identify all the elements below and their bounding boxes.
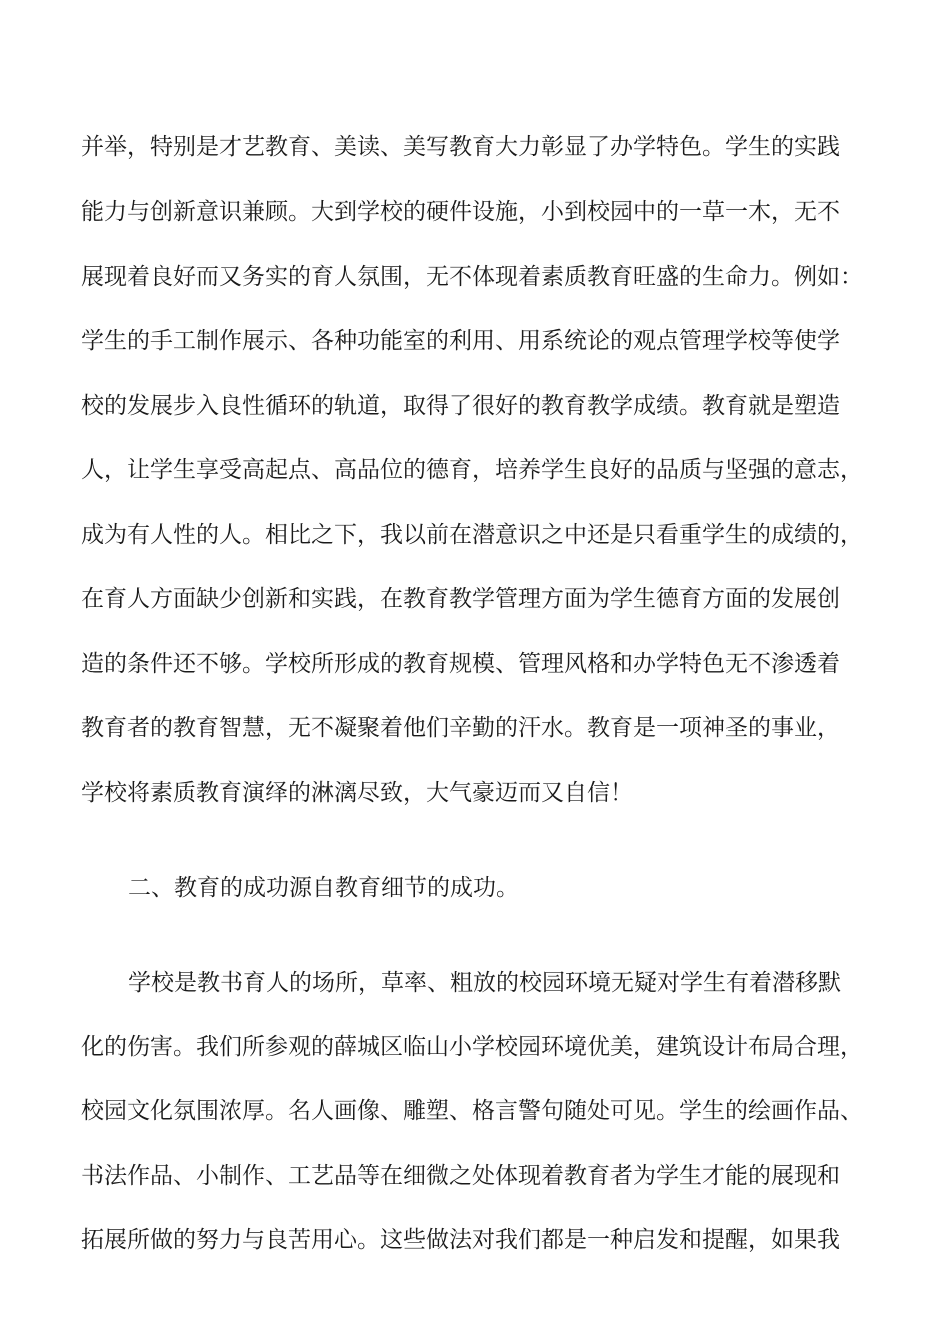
paragraph-1-line-11: 学校将素质教育演绎的淋漓尽致，大气豪迈而又自信！ — [81, 780, 633, 806]
section-heading: 二、教育的成功源自教育细节的成功。 — [128, 875, 519, 901]
paragraph-2-line-1: 学校是教书育人的场所，草率、粗放的校园环境无疑对学生有着潜移默 — [128, 970, 841, 996]
paragraph-2-line-4: 书法作品、小制作、工艺品等在细微之处体现着教育者为学生才能的展现和 — [81, 1163, 840, 1189]
paragraph-2-line-3: 校园文化氛围浓厚。名人画像、雕塑、格言警句随处可见。学生的绘画作品、 — [81, 1098, 863, 1124]
paragraph-1-line-10: 教育者的教育智慧，无不凝聚着他们辛勤的汗水。教育是一项神圣的事业， — [81, 715, 840, 741]
paragraph-2-line-2: 化的伤害。我们所参观的薛城区临山小学校园环境优美，建筑设计布局合理， — [81, 1034, 863, 1060]
paragraph-1-line-9: 造的条件还不够。学校所形成的教育规模、管理风格和办学特色无不渗透着 — [81, 651, 840, 677]
paragraph-1-line-1: 并举，特别是才艺教育、美读、美写教育大力彰显了办学特色。学生的实践 — [81, 134, 840, 160]
paragraph-1-line-6: 人，让学生享受高起点、高品位的德育，培养学生良好的品质与坚强的意志， — [81, 457, 863, 483]
paragraph-1-line-2: 能力与创新意识兼顾。大到学校的硬件设施，小到校园中的一草一木，无不 — [81, 199, 840, 225]
paragraph-1-line-4: 学生的手工制作展示、各种功能室的利用、用系统论的观点管理学校等使学 — [81, 328, 840, 354]
paragraph-1-line-5: 校的发展步入良性循环的轨道，取得了很好的教育教学成绩。教育就是塑造 — [81, 393, 840, 419]
paragraph-2-line-5: 拓展所做的努力与良苦用心。这些做法对我们都是一种启发和提醒，如果我 — [81, 1227, 840, 1253]
paragraph-1-line-3: 展现着良好而又务实的育人氛围，无不体现着素质教育旺盛的生命力。例如： — [81, 264, 863, 290]
paragraph-1-line-7: 成为有人性的人。相比之下，我以前在潜意识之中还是只看重学生的成绩的， — [81, 522, 863, 548]
paragraph-1-line-8: 在育人方面缺少创新和实践，在教育教学管理方面为学生德育方面的发展创 — [81, 586, 840, 612]
